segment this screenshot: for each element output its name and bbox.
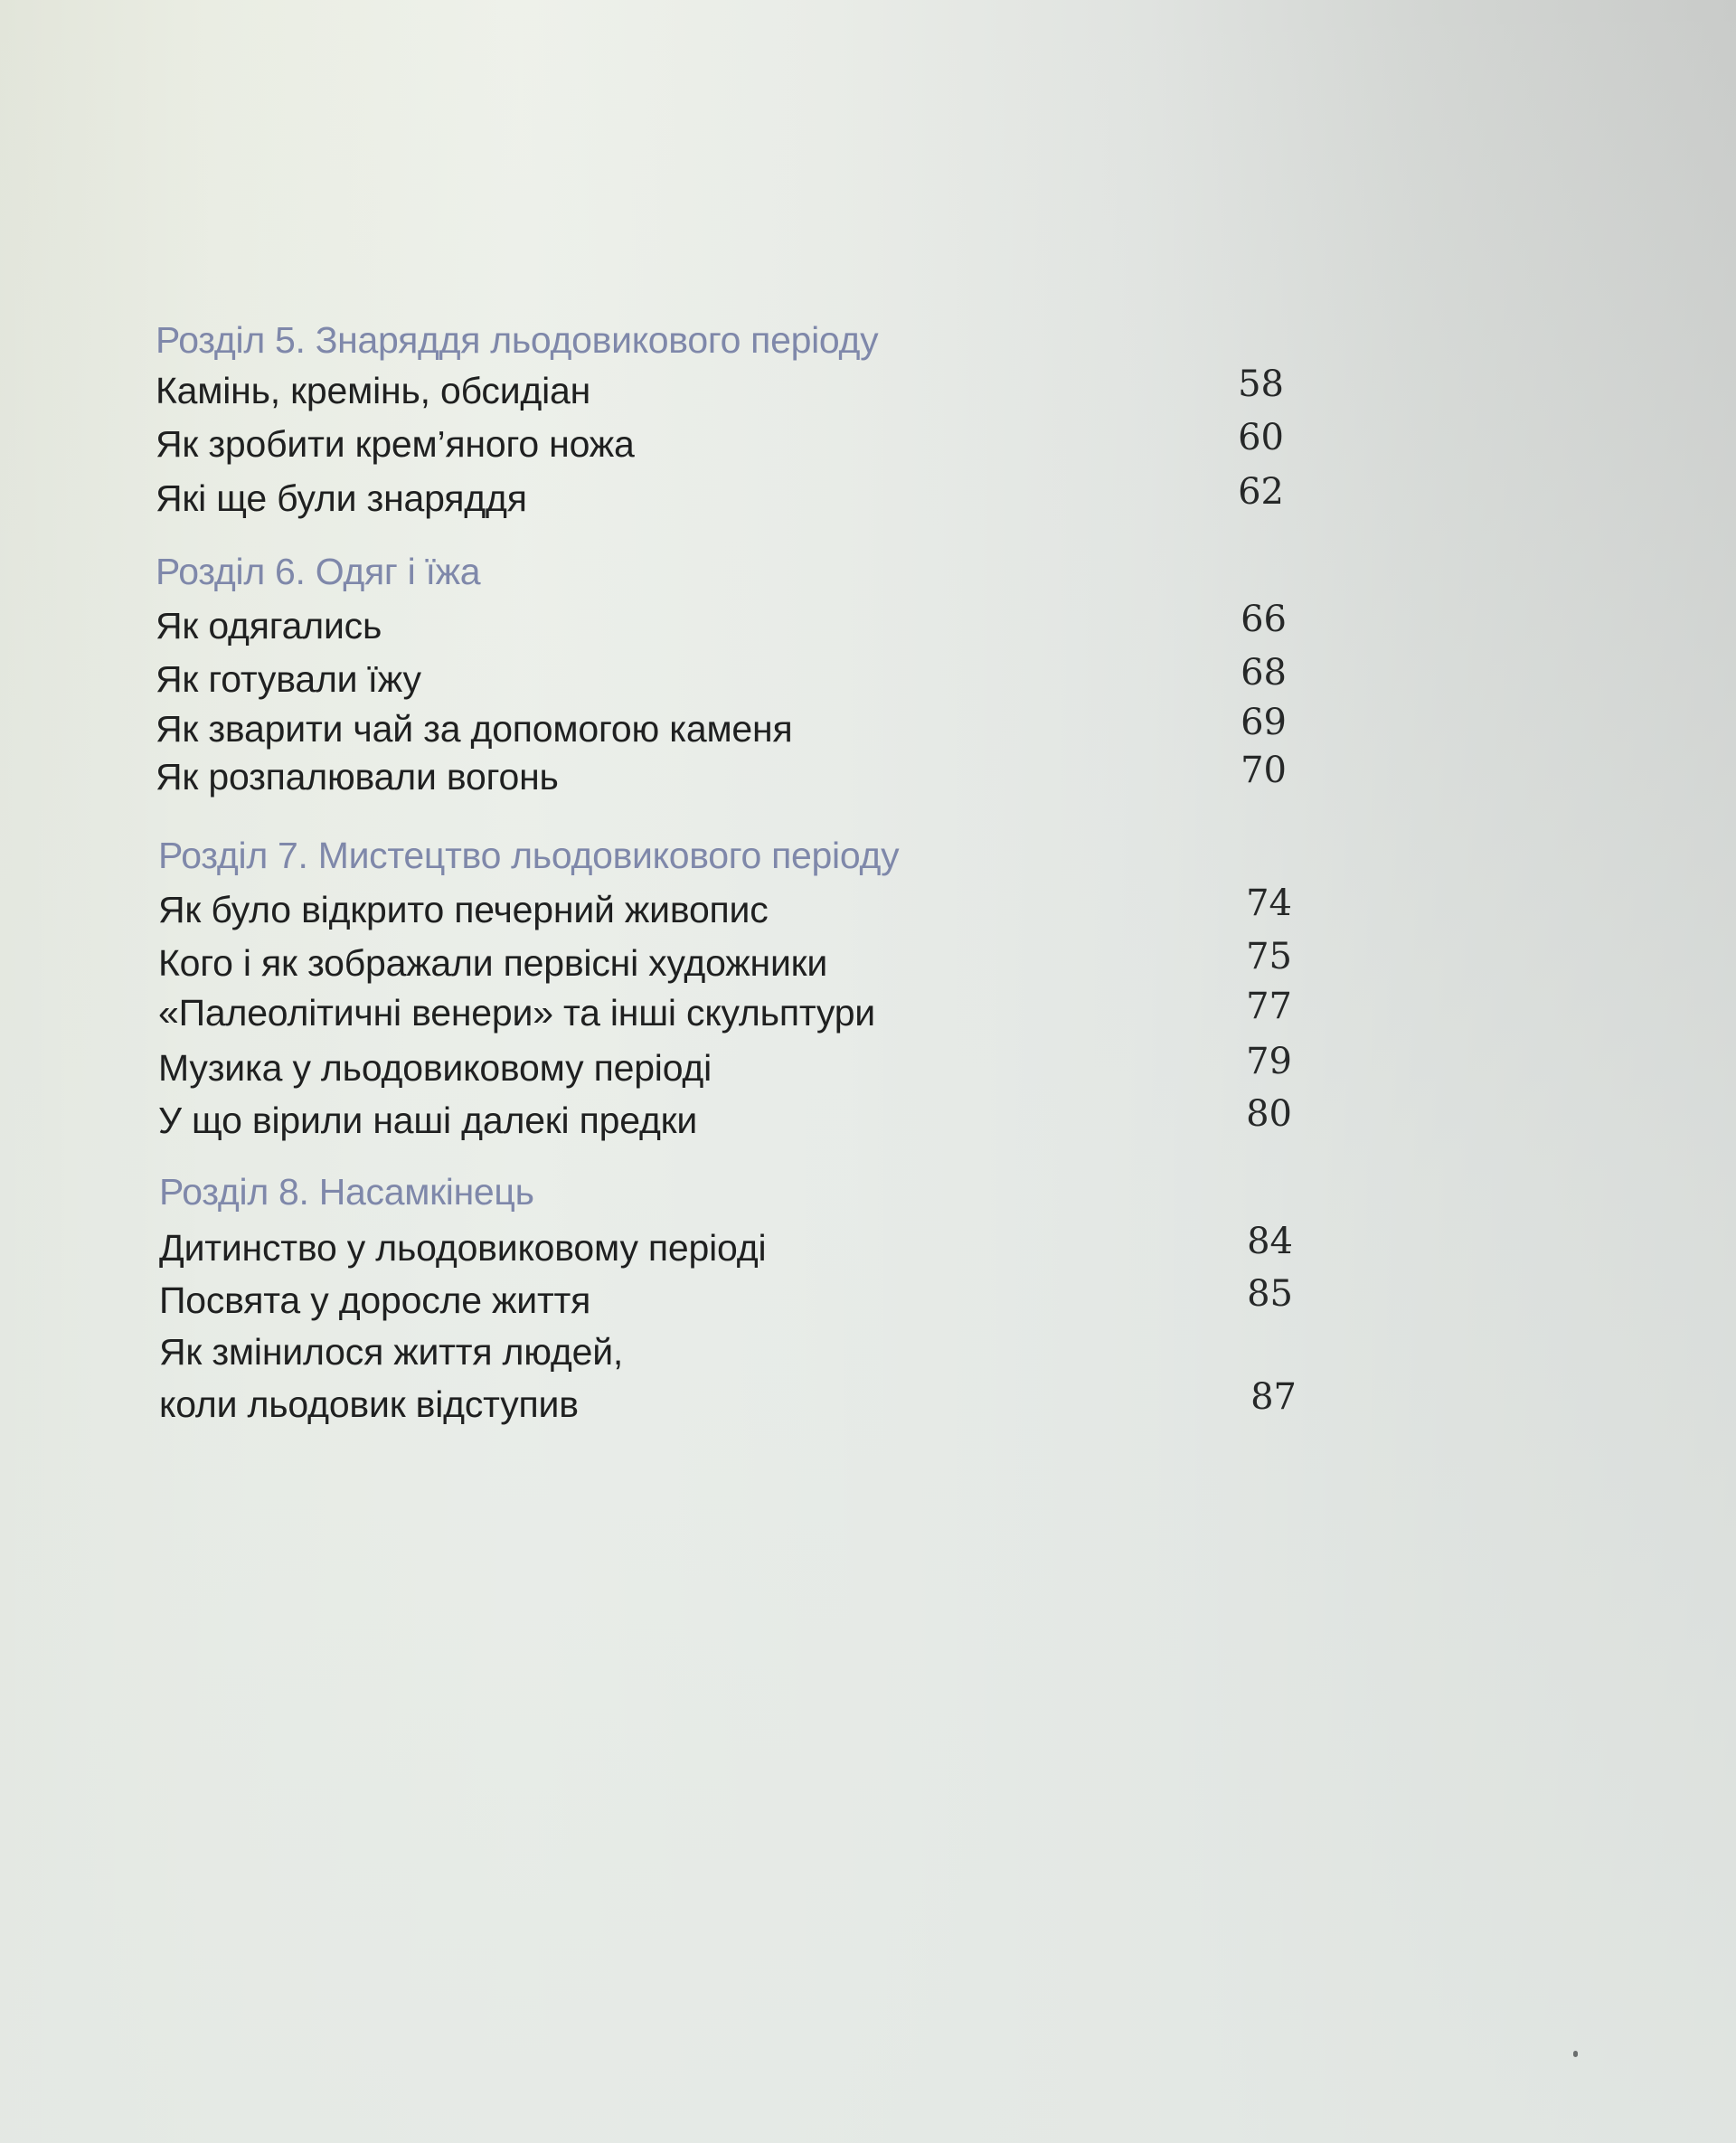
entry-page-number: 70 bbox=[1241, 750, 1287, 791]
entry-title: Як змінилося життя людей, bbox=[159, 1331, 624, 1373]
entry-page-number: 69 bbox=[1241, 702, 1287, 743]
toc-entry[interactable] bbox=[158, 986, 1297, 1034]
entry-page-number: 87 bbox=[1250, 1376, 1297, 1418]
toc-entry[interactable] bbox=[158, 883, 1297, 931]
entry-page-number: 75 bbox=[1246, 936, 1292, 977]
entry-title: Камінь, кремінь, обсидіан bbox=[156, 370, 591, 411]
entry-title: У що вірили наші далекі предки bbox=[158, 1100, 698, 1141]
entry-title: Як було відкрито печерний живопис bbox=[158, 889, 769, 930]
entry-page-number: 79 bbox=[1246, 1041, 1292, 1082]
toc-entry[interactable] bbox=[159, 1273, 1298, 1322]
entry-page-number: 68 bbox=[1241, 652, 1287, 694]
entry-page-number: 62 bbox=[1238, 471, 1284, 513]
entry-title: Дитинство у льодовиковому періоді bbox=[159, 1227, 767, 1269]
entry-title-continuation: коли льодовик відступив bbox=[159, 1383, 579, 1425]
entry-title: Як зробити крем’яного ножа bbox=[156, 423, 635, 465]
toc-entry[interactable] bbox=[159, 1221, 1298, 1270]
entry-page-number: 60 bbox=[1238, 417, 1284, 458]
entry-title: Як готували їжу bbox=[156, 658, 421, 700]
entry-title: Які ще були знаряддя bbox=[156, 477, 527, 519]
entry-page-number: 58 bbox=[1238, 363, 1284, 405]
section-heading: Розділ 7. Мистецтво льодовикового періоду bbox=[158, 835, 900, 876]
section-heading: Розділ 5. Знаряддя льодовикового періоду bbox=[156, 319, 879, 361]
entry-title: Як розпалювали вогонь bbox=[156, 756, 559, 798]
toc-entry[interactable] bbox=[158, 936, 1297, 985]
entry-page-number: 66 bbox=[1241, 599, 1287, 640]
toc-entry[interactable] bbox=[156, 599, 1295, 647]
toc-entry[interactable] bbox=[156, 417, 1295, 466]
entry-page-number: 80 bbox=[1246, 1093, 1292, 1135]
entry-page-number: 84 bbox=[1247, 1221, 1293, 1262]
section-heading: Розділ 6. Одяг і їжа bbox=[156, 551, 481, 592]
toc-entry[interactable] bbox=[156, 471, 1295, 520]
section-heading: Розділ 8. Насамкінець bbox=[159, 1171, 534, 1213]
toc-entry[interactable] bbox=[156, 750, 1295, 798]
toc-entry[interactable] bbox=[156, 363, 1295, 412]
entry-title: Як зварити чай за допомогою каменя bbox=[156, 708, 793, 750]
toc-entry[interactable] bbox=[159, 1330, 1298, 1426]
toc-entry[interactable] bbox=[156, 652, 1295, 701]
entry-title: Як одягались bbox=[156, 605, 382, 647]
entry-title: Кого і як зображали первісні художники bbox=[158, 942, 828, 984]
entry-page-number: 77 bbox=[1246, 986, 1292, 1027]
toc-entry[interactable] bbox=[158, 1093, 1297, 1142]
entry-page-number: 74 bbox=[1246, 883, 1292, 924]
entry-title: Музика у льодовиковому періоді bbox=[158, 1047, 712, 1089]
toc-entry[interactable] bbox=[158, 1041, 1297, 1090]
toc-entry[interactable] bbox=[156, 702, 1295, 751]
paper-speck bbox=[1573, 2051, 1578, 2057]
entry-page-number: 85 bbox=[1247, 1273, 1293, 1315]
entry-title: «Палеолітичні венери» та інші скульптури bbox=[158, 992, 876, 1034]
entry-title: Посвята у доросле життя bbox=[159, 1279, 591, 1321]
